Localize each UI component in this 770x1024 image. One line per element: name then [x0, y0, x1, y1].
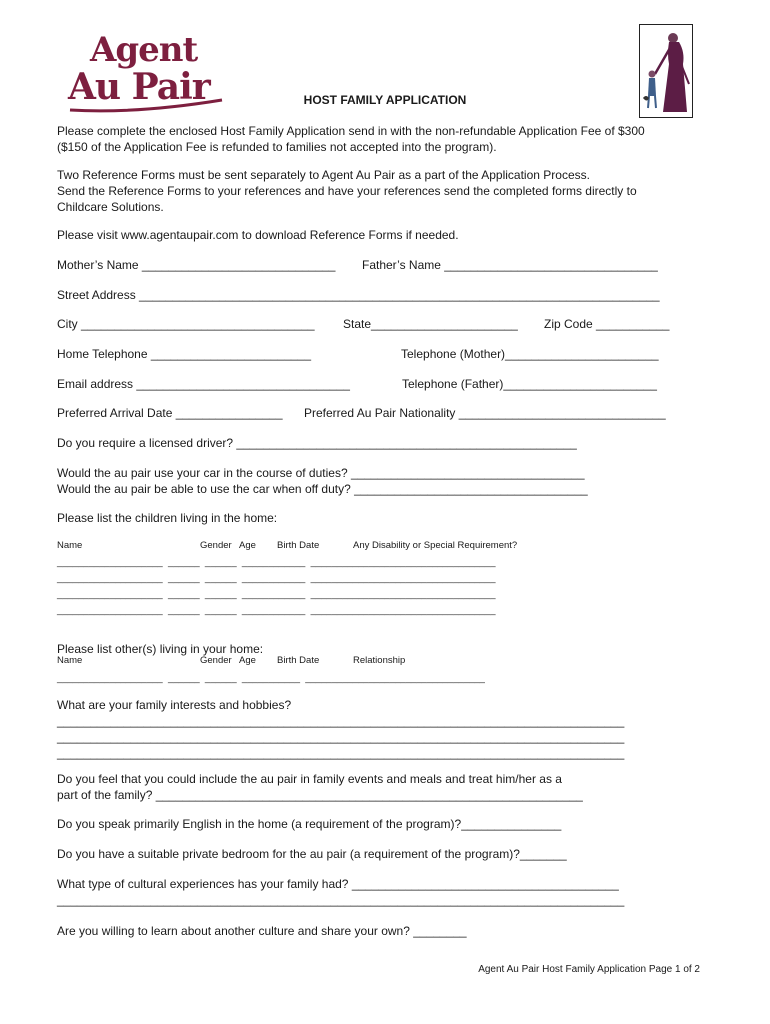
others-col-gender: Gender — [200, 655, 232, 666]
cultural-experiences-answer-line[interactable]: _____________________________________________________________________________________ — [57, 893, 625, 907]
include-au-pair-answer[interactable]: part of the family? ________________________________________________________________ — [57, 788, 583, 802]
children-col-name: Name — [57, 540, 83, 551]
page-title: HOST FAMILY APPLICATION — [303, 93, 467, 107]
logo-line-1: Agent — [90, 30, 198, 70]
telephone-father-field[interactable]: Telephone (Father)_______________________ — [402, 377, 657, 391]
preferred-nationality-field[interactable]: Preferred Au Pair Nationality _______________________________ — [304, 406, 666, 420]
zip-code-field[interactable]: Zip Code ___________ — [544, 317, 670, 331]
children-row[interactable]: ____________________ ______ ______ ____________ ___________________________________ — [57, 589, 496, 600]
page-footer: Agent Au Pair Host Family Application Page 1 of 2 — [478, 964, 700, 975]
children-col-age: Age — [239, 540, 256, 551]
include-au-pair-question: Do you feel that you could include the au pair in family events and meals and treat him/her as a — [57, 772, 562, 786]
others-col-relationship: Relationship — [353, 655, 406, 666]
children-col-gender: Gender — [200, 540, 232, 551]
mothers-name-field[interactable]: Mother’s Name _____________________________ — [57, 258, 336, 272]
home-telephone-field[interactable]: Home Telephone ________________________ — [57, 347, 312, 361]
interests-answer-line[interactable]: _____________________________________________________________________________________ — [57, 746, 625, 760]
others-col-age: Age — [239, 655, 256, 666]
logo-line-2: Au Pair — [68, 66, 210, 108]
city-field[interactable]: City ___________________________________ — [57, 317, 315, 331]
interests-question: What are your family interests and hobbies? — [57, 698, 292, 712]
email-address-field[interactable]: Email address ________________________________ — [57, 377, 350, 391]
licensed-driver-field[interactable]: Do you require a licensed driver? ___________________________________________________ — [57, 436, 577, 450]
children-row[interactable]: ____________________ ______ ______ ____________ ___________________________________ — [57, 605, 496, 616]
intro-fee-line-2: ($150 of the Application Fee is refunded to families not accepted into the program). — [57, 140, 497, 154]
cultural-experiences-question[interactable]: What type of cultural experiences has your family had? ________________________________________ — [57, 877, 619, 891]
others-col-name: Name — [57, 655, 83, 666]
intro-fee-line-1: Please complete the enclosed Host Family Application send in with the non-refundable Application Fee of $300 — [57, 124, 645, 138]
children-col-disability: Any Disability or Special Requirement? — [353, 540, 518, 551]
intro-reference-line-3: Childcare Solutions. — [57, 200, 164, 214]
bedroom-question[interactable]: Do you have a suitable private bedroom for the au pair (a requirement of the program)?_______ — [57, 847, 567, 861]
others-col-birth-date: Birth Date — [277, 655, 320, 666]
intro-reference-line-2: Send the Reference Forms to your references and have your references send the completed forms directly to — [57, 184, 637, 198]
preferred-arrival-date-field[interactable]: Preferred Arrival Date ________________ — [57, 406, 283, 420]
intro-reference-line-1: Two Reference Forms must be sent separately to Agent Au Pair as a part of the Application Process. — [57, 168, 590, 182]
street-address-field[interactable]: Street Address ______________________________________________________________________________ — [57, 288, 660, 302]
use-car-off-duty-field[interactable]: Would the au pair be able to use the car when off duty? ___________________________________ — [57, 482, 588, 496]
others-row[interactable]: ____________________ ______ ______ ___________ __________________________________ — [57, 673, 485, 684]
learn-culture-question[interactable]: Are you willing to learn about another culture and share your own? ________ — [57, 924, 467, 938]
use-car-duties-field[interactable]: Would the au pair use your car in the course of duties? ___________________________________ — [57, 466, 585, 480]
interests-answer-line[interactable]: _____________________________________________________________________________________ — [57, 714, 625, 728]
state-field[interactable]: State______________________ — [343, 317, 518, 331]
interests-answer-line[interactable]: _____________________________________________________________________________________ — [57, 730, 625, 744]
children-row[interactable]: ____________________ ______ ______ ____________ ___________________________________ — [57, 573, 496, 584]
intro-website: Please visit www.agentaupair.com to download Reference Forms if needed. — [57, 228, 459, 242]
fathers-name-field[interactable]: Father’s Name ________________________________ — [362, 258, 658, 272]
english-question[interactable]: Do you speak primarily English in the home (a requirement of the program)?_______________ — [57, 817, 562, 831]
children-row[interactable]: ____________________ ______ ______ ____________ ___________________________________ — [57, 557, 496, 568]
children-heading: Please list the children living in the home: — [57, 511, 278, 525]
children-col-birth-date: Birth Date — [277, 540, 320, 551]
others-heading: Please list other(s) living in your home: — [57, 642, 264, 656]
telephone-mother-field[interactable]: Telephone (Mother)_______________________ — [401, 347, 659, 361]
